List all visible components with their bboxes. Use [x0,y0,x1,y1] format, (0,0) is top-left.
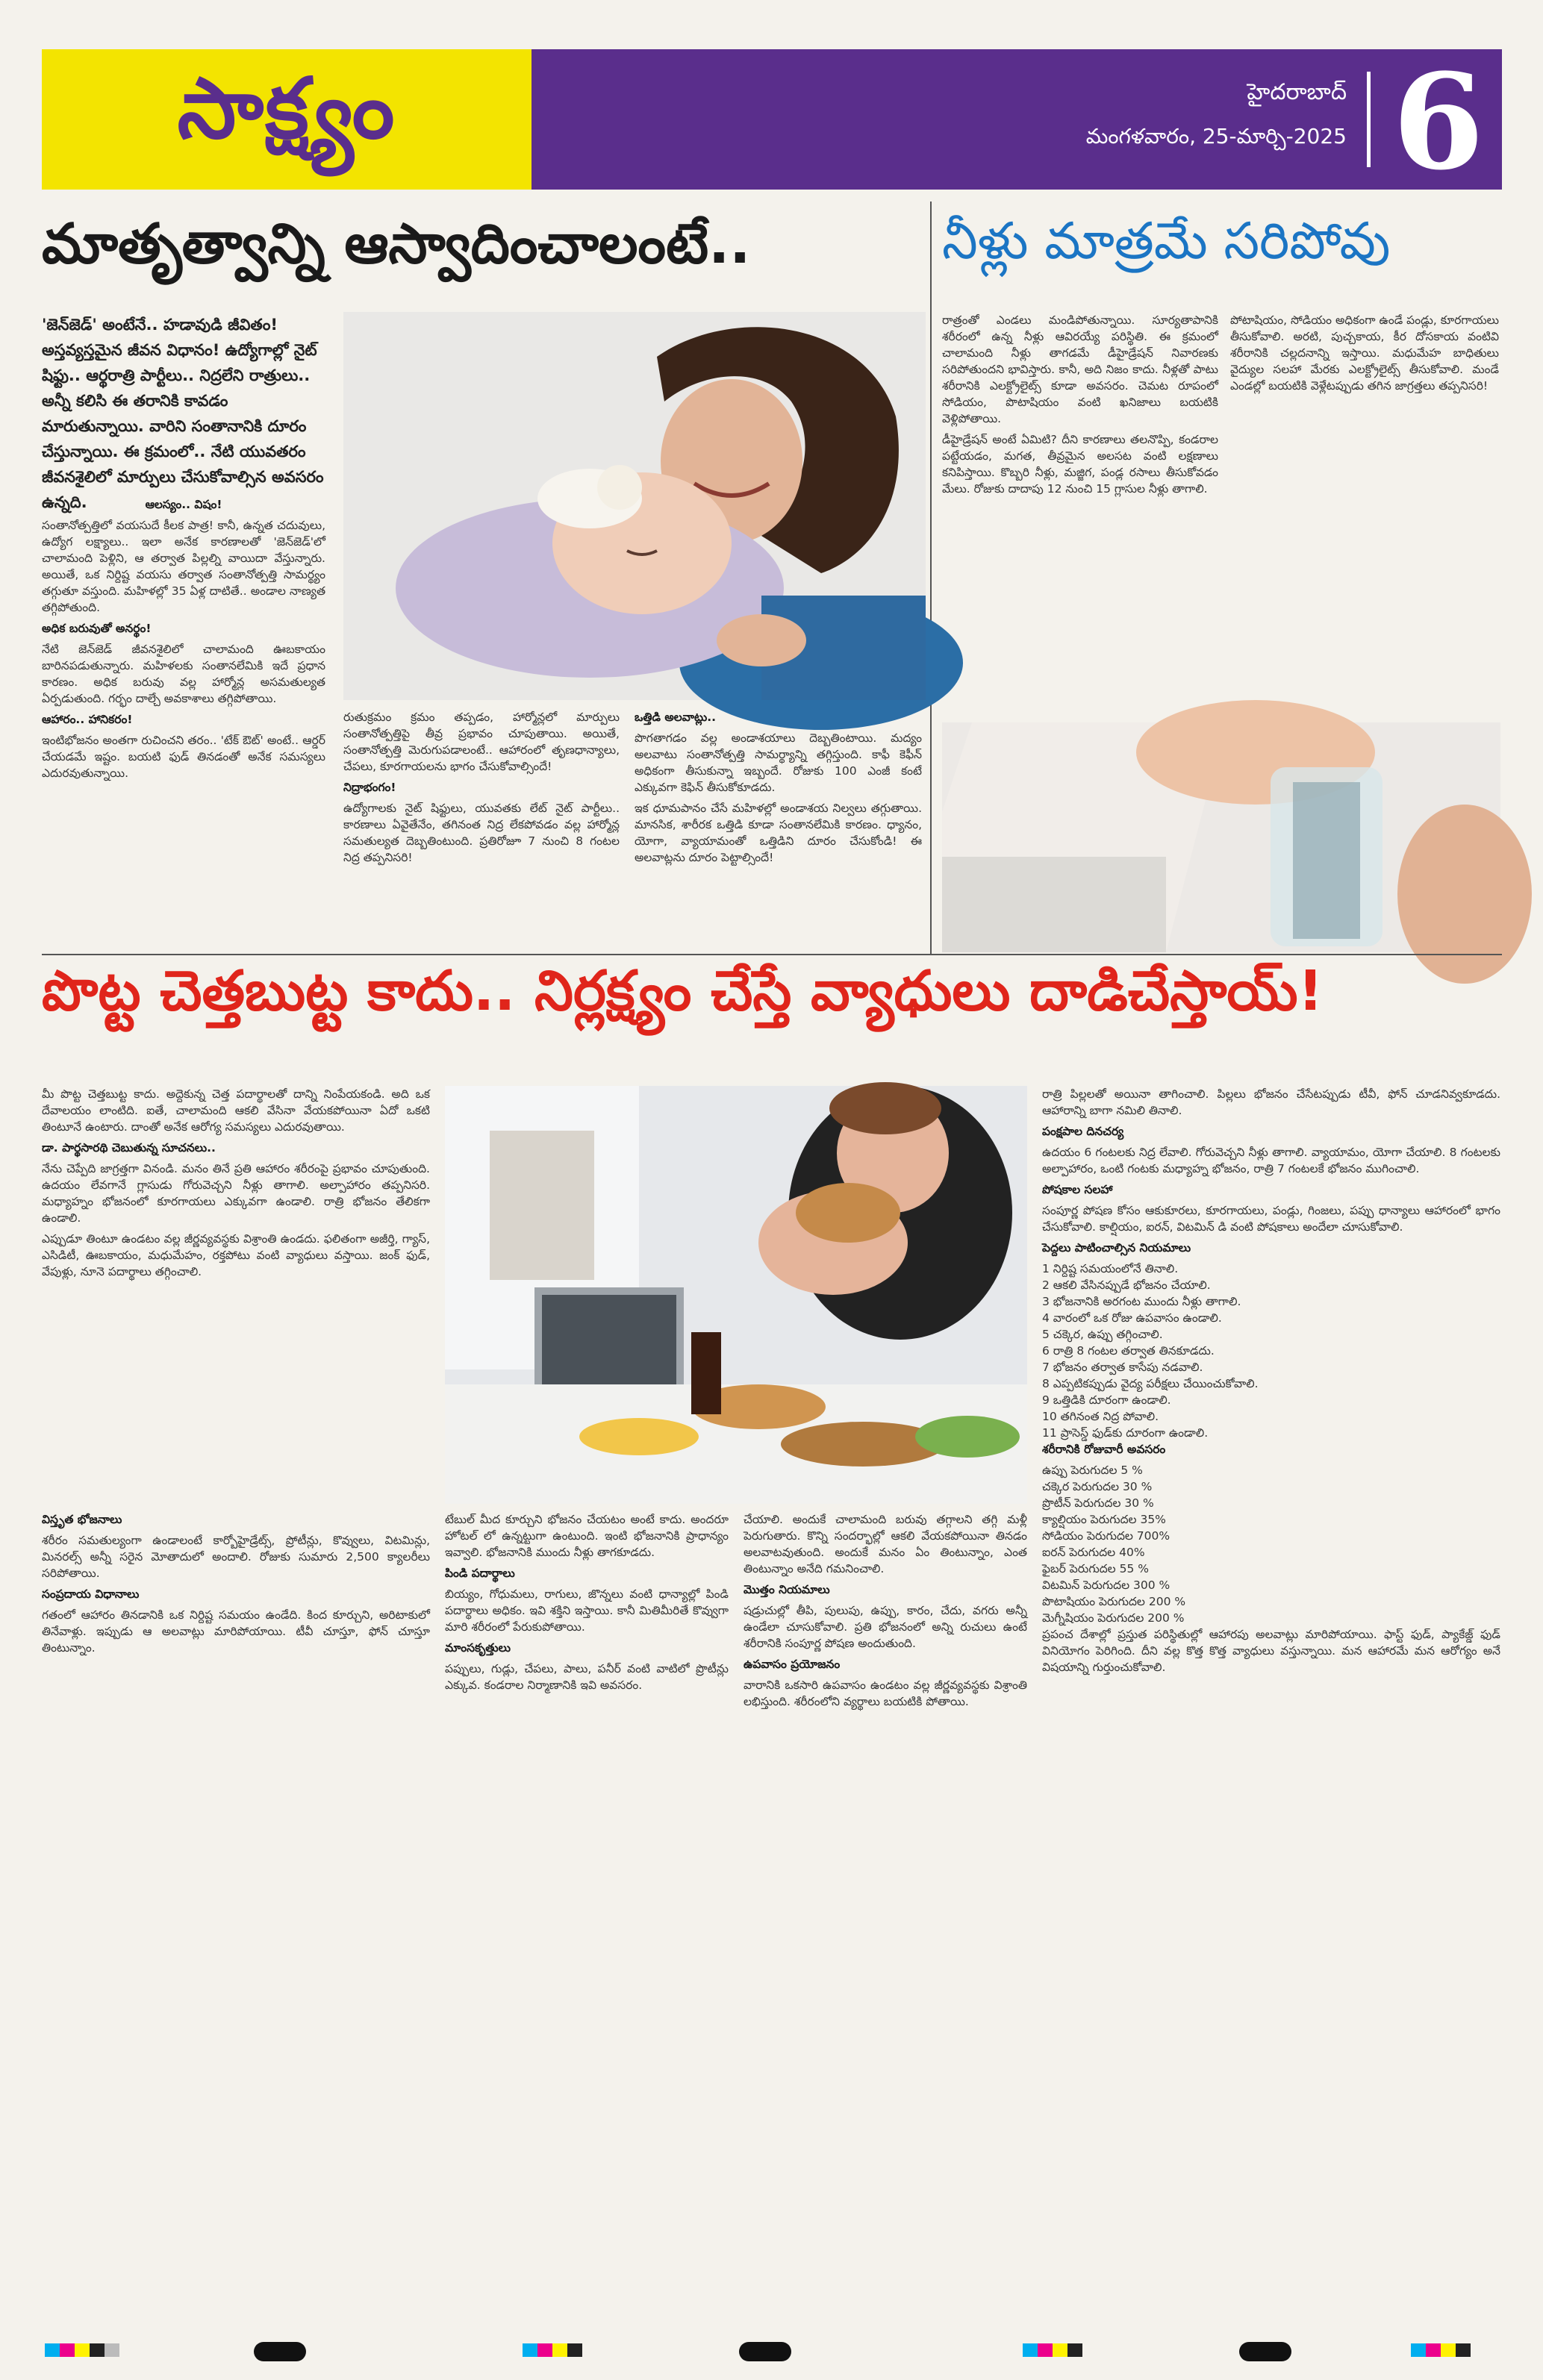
list-item: పొటాషియం పెరుగుదల 200 % [1042,1595,1186,1608]
article2-column2 [1230,312,1499,715]
list-item: 7 భోజనం తర్వాత కాసేపు నడవాలి. [1042,1361,1203,1374]
list-item: 6 రాత్రి 8 గంటల తర్వాత తినకూడదు. [1042,1344,1215,1358]
rules-list [1042,1261,1500,1441]
logo-block [42,49,532,190]
subhead: మాంసకృత్తులు [445,1641,511,1655]
list-item: 2 ఆకలి వేసినప్పుడే భోజనం చేయాలి. [1042,1278,1211,1292]
paragraph: సంపూర్ణ పోషణ కోసం ఆకుకూరలు, కూరగాయలు, పండ్లు, గింజలు, పప్పు ధాన్యాలు ఆహారంలో భాగం చేసుకోవాలి. కాల్షియం, ఐరన్, విటమిన్ డి వంటి పోషకాలు అందేలా చూసుకోవాలి. [1042,1204,1500,1234]
article1-column2 [343,709,620,952]
color-bars-right [1411,2343,1471,2357]
paragraph: బియ్యం, గోధుమలు, రాగులు, జొన్నలు వంటి ధాన్యాల్లో పిండి పదార్థాలు అధికం. ఇవి శక్తిని ఇస్తాయి. కానీ మితిమీరితే కొవ్వుగా మారి శరీరంలో పేరుకుపోతాయి. [445,1587,729,1634]
needs-list [1042,1462,1500,1626]
paragraph: మీ పొట్ట చెత్తబుట్ట కాదు. అద్దెకున్న చెత్త పదార్థాలతో దాన్ని నింపేయకండి. అది ఒక దేవాలయం లాంటిది. ఐతే, చాలామంది ఆకలి వేసినా వేయకపోయినా ఏదో ఒకటి తింటూనే ఉంటారు. దాంతో అనేక ఆరోగ్య సమస్యలు ఎదురవుతాయి. [42,1087,430,1134]
article1-headline: మాతృత్వాన్ని ఆస్వాదించాలంటే.. [42,212,751,276]
article3-column4 [1042,1086,1500,2317]
paragraph: వారానికి ఒకసారి ఉపవాసం ఉండటం వల్ల జీర్ణవ్యవస్థకు విశ్రాంతి లభిస్తుంది. శరీరంలోని వ్యర్థాలు బయటికి పోతాయి. [744,1678,1027,1708]
list-item: 3 భోజనానికి అరగంట ముందు నీళ్లు తాగాలి. [1042,1295,1241,1308]
registration-mark [254,2342,306,2361]
article1-column3 [635,709,922,952]
overeating-illustration [445,1086,1027,1504]
registration-mark [1239,2342,1291,2361]
newspaper-logo: సాక్ష్యం [177,60,396,157]
paragraph: పప్పులు, గుడ్లు, చేపలు, పాలు, పనీర్ వంటి వాటిలో ప్రొటీన్లు ఎక్కువ. కండరాల నిర్మాణానికి ఇవి అవసరం. [445,1662,729,1692]
article1-column1 [42,496,325,952]
paragraph: టేబుల్ మీద కూర్చుని భోజనం చేయటం అంటే కాదు. అందరూ హోటల్ లో ఉన్నట్టుగా ఉంటుంది. ఇంటి భోజనానికి ప్రాధాన్యం ఇవ్వాలి. భోజనానికి ముందు నీళ్లు తాగకూడదు. [445,1513,729,1559]
list-item: విటమిన్ పెరుగుదల 300 % [1042,1578,1171,1592]
list-item: చక్కెర పెరుగుదల 30 % [1042,1480,1153,1493]
paragraph: ప్రపంచ దేశాల్లో ప్రస్తుత పరిస్థితుల్లో ఆహారపు అలవాట్లు మారిపోయాయి. ఫాస్ట్ ఫుడ్, ప్యాకేజ్డ్ ఫుడ్ వినియోగం పెరిగింది. దీని వల్ల కొత్త కొత్త వ్యాధులు వస్తున్నాయి. మన ఆహారమే మన ఆరోగ్యం అనే విషయాన్ని గుర్తుంచుకోవాలి. [1042,1628,1500,1674]
color-bars-mid [523,2343,582,2357]
list-item: 4 వారంలో ఒక రోజు ఉపవాసం ఉండాలి. [1042,1311,1222,1325]
section-rule [42,954,1502,955]
list-item: సోడియం పెరుగుదల 700% [1042,1529,1171,1543]
article3-headline: పొట్ట చెత్తబుట్ట కాదు.. నిర్లక్ష్యం చేస్తే వ్యాధులు దాడిచేస్తాయ్! [42,959,1324,1023]
subhead: పోషకాల సలహా [1042,1183,1113,1196]
list-item: ప్రొటీన్ పెరుగుదల 30 % [1042,1496,1154,1510]
list-item: క్యాల్షియం పెరుగుదల 35% [1042,1513,1166,1526]
list-item: 5 చక్కెర, ఉప్పు తగ్గించాలి. [1042,1328,1163,1341]
article3-column1 [42,1086,430,1504]
paragraph: ఉదయం 6 గంటలకు నిద్ర లేవాలి. గోరువెచ్చని నీళ్లు తాగాలి. వ్యాయామం, యోగా చేయాలి. 8 గంటలకు అల్పాహారం, ఒంటి గంటకు మధ్యాహ్న భోజనం, రాత్రి 7 గంటలకే భోజనం ముగించాలి. [1042,1146,1500,1175]
page-divider [1367,72,1371,167]
article2-column1 [942,312,1218,715]
list-item: ఐరన్ పెరుగుదల 40% [1042,1546,1145,1559]
paragraph: రాత్రి పిల్లలతో అయినా తాగించాలి. పిల్లలు భోజనం చేసేటప్పుడు టీవీ, ఫోన్ చూడనివ్వకూడదు. ఆహారాన్ని బాగా నమిలి తినాలి. [1042,1087,1500,1117]
mother-baby-illustration [343,312,926,700]
list-item: ఫైబర్ పెరుగుదల 55 % [1042,1562,1149,1575]
list-item: 11 ప్రాసెస్డ్ ఫుడ్‌కు దూరంగా ఉండాలి. [1042,1426,1209,1440]
paragraph: నేను చెప్పేది జాగ్రత్తగా వినండి. మనం తినే ప్రతి ఆహారం శరీరంపై ప్రభావం చూపుతుంది. ఉదయం లేవగానే గ్లాసుడు గోరువెచ్చని నీళ్లు తాగాలి. అల్పాహారం తప్పనిసరి. మధ్యాహ్నం భోజనంలో కూరగాయలు ఎక్కువగా ఉండాలి. రాత్రి భోజనం తేలికగా ఉండాలి. [42,1162,430,1225]
subhead: శరీరానికి రోజువారీ అవసరం [1042,1443,1166,1456]
paragraph: చేయాలి. అందుకే చాలామంది బరువు తగ్గాలని తగ్గి మళ్లీ పెరుగుతారు. కొన్ని సందర్భాల్లో ఆకలి వేయకపోయినా తినడం అలవాటవుతుంది. అందుకే మనం ఏం తింటున్నాం, ఎంత తింటున్నాం అనేది గమనించాలి. [744,1513,1027,1575]
article3-column1b [42,1511,430,2317]
list-item: మెగ్నీషియం పెరుగుదల 200 % [1042,1611,1185,1625]
paragraph: పొగతాగడం వల్ల అండాశయాలు దెబ్బతింటాయి. మద్యం అలవాటు సంతానోత్పత్తి సామర్థ్యాన్ని తగ్గిస్తుంది. కాఫీ కెఫీన్ అధికంగా తీసుకున్నా ఇబ్బందే. రోజుకు 100 ఎంజీ కంటే ఎక్కువగా కెఫిన్ తీసుకోకూడదు. [635,731,922,794]
paragraph: శరీరం సమతుల్యంగా ఉండాలంటే కార్బోహైడ్రేట్స్, ప్రోటీన్లు, కొవ్వులు, విటమిన్లు, మినరల్స్ అన్నీ సరైన మోతాదులో అందాలి. రోజుకు సుమారు 2,500 క్యాలరీలు సరిపోతాయి. [42,1534,430,1580]
paragraph: ఇక ధూమపానం చేసే మహిళల్లో అండాశయ నిల్వలు తగ్గుతాయి. మానసిక, శారీరక ఒత్తిడి కూడా సంతానలేమికి కారణం. ధ్యానం, యోగా, వ్యాయామంతో ఒత్తిడిని దూరం చేసుకోండి! ఈ అలవాట్లను దూరం పెట్టాల్సిందే! [635,802,922,864]
list-item: 9 ఒత్తిడికి దూరంగా ఉండాలి. [1042,1393,1171,1407]
column-rule [930,202,932,954]
subhead: పిండి పదార్థాలు [445,1567,515,1580]
article3-column2 [445,1511,729,2317]
paragraph: రుతుక్రమం క్రమం తప్పడం, హార్మోన్లలో మార్పులు సంతానోత్పత్తిపై తీవ్ర ప్రభావం చూపుతాయి. అయితే, సంతానోత్పత్తి మెరుగుపడాలంటే.. ఆహారంలో తృణధాన్యాలు, చేపలు, కూరగాయలను భాగం చేసుకోవాల్సిందే! [343,710,620,773]
registration-mark [739,2342,791,2361]
city-name: హైదరాబాద్ [1247,79,1347,105]
subhead: విస్తృత భోజనాలు [42,1513,122,1526]
drinking-water-photo [942,722,1500,952]
list-item: ఉప్పు పెరుగుదల 5 % [1042,1464,1143,1477]
color-bars-mid2 [1023,2343,1082,2357]
subhead: ఆహారం.. హానికరం! [42,713,133,726]
paragraph: సంతానోత్పత్తిలో వయసుదే కీలక పాత్ర! కానీ, ఉన్నత చదువులు, ఉద్యోగ లక్ష్యాలు.. ఇలా అనేక కారణాలతో 'జెన్‌జెడ్'లో చాలామంది పెళ్లిని, ఆ తర్వాత పిల్లల్ని వాయిదా వేస్తున్నారు. అయితే, ఒక నిర్దిష్ట వయసు తర్వాత సంతానోత్పత్తి సామర్థ్యం తగ్గుతూ వస్తుంది. మహిళల్లో 35 ఏళ్ల దాటితే.. అండాల నాణ్యత తగ్గిపోతుంది. [42,519,325,614]
paragraph: ఎప్పుడూ తింటూ ఉండటం వల్ల జీర్ణవ్యవస్థకు విశ్రాంతి ఉండదు. ఫలితంగా అజీర్తి, గ్యాస్, ఎసిడిటీ, ఊబకాయం, మధుమేహం, రక్తపోటు వంటి వ్యాధులు వస్తాయి. జంక్ ఫుడ్, వేపుళ్లు, నూనె పదార్థాలు తగ్గించాలి. [42,1232,430,1278]
article2-headline: నీళ్లు మాత్రమే సరిపోవు [942,212,1391,271]
masthead-banner [532,45,1502,199]
subhead: ఆలస్యం.. విషం! [145,498,222,511]
paragraph: పోటాషియం, సోడియం అధికంగా ఉండే పండ్లు, కూరగాయలు తీసుకోవాలి. అరటి, పుచ్చకాయ, కీర దోసకాయ వంటివి శరీరానికి చల్లదనాన్ని ఇస్తాయి. మధుమేహ బాధితులు వైద్యుల సలహా మేరకు ఎలక్ట్రోలైట్స్ తీసుకోవాలి. మండే ఎండల్లో బయటికి వెళ్లేటప్పుడు తగిన జాగ్రత్తలు తప్పనిసరి! [1230,313,1499,393]
article3-column3 [744,1511,1027,2317]
overeating-photo [445,1086,1027,1504]
paragraph: ఇంటిభోజనం అంతగా రుచించని తరం.. 'టేక్ ఔట్' అంటే.. ఆర్డర్ చేయడమే ఇష్టం. బయటి ఫుడ్ తినడంతో అనేక సమస్యలు ఎదురవుతున్నాయి. [42,734,325,780]
subhead: ఉపవాసం ప్రయోజనం [744,1658,841,1671]
subhead: డా. పార్థసారథి చెబుతున్న సూచనలు.. [42,1141,216,1155]
paragraph: షడ్రుచుల్లో తీపి, పులుపు, ఉప్పు, కారం, చేదు, వగరు అన్నీ ఉండేలా చూసుకోవాలి. ప్రతి భోజనంలో అన్ని రుచులు ఉంటే శరీరానికి సంపూర్ణ పోషణ అందుతుంది. [744,1604,1027,1650]
article1-intro: 'జెన్‌జెడ్' అంటేనే.. హడావుడి జీవితం! అస్తవ్యస్తమైన జీవన విధానం! ఉద్యోగాల్లో నైట్ షిఫ్టు.. ఆర్థరాత్రి పార్టీలు.. నిద్రలేని రాత్రులు.. అన్నీ కలిసి ఈ తరానికి కావడం మారుతున్నాయి. వారిని సంతానానికి దూరం చేస్తున్నాయి. ఈ క్రమంలో.. నేటి యువతరం జీవనశైలిలో మార్పులు చేసుకోవాల్సిన అవసరం ఉన్నది. [42,316,324,511]
subhead: సంప్రదాయ విధానాలు [42,1587,140,1601]
paragraph: రాత్రంతో ఎండలు మండిపోతున్నాయి. సూర్యతాపానికి శరీరంలో ఉన్న నీళ్లు ఆవిరయ్యే పరిస్థితి. ఈ క్రమంలో చాలామంది నీళ్లు తాగడమే డీహైడ్రేషన్ నివారణకు సరిపోతుందని భావిస్తారు. కానీ, అది నిజం కాదు. నీళ్లతో పాటు శరీరానికి ఎలక్ట్రోలైట్స్ కూడా అవసరం. చెమట రూపంలో సోడియం, పొటాషియం వంటి ఖనిజాలు బయటికి వెళ్లిపోతాయి. [942,313,1218,425]
paragraph: నేటి జెన్‌జెడ్ జీవనశైలిలో చాలామంది ఊబకాయం బారినపడుతున్నారు. మహిళలకు సంతానలేమికి ఇదే ప్రధాన కారణం. అధిక బరువు వల్ల హార్మోన్ల అసమతుల్యత ఏర్పడుతుంది. గర్భం దాల్చే అవకాశాలు తగ్గిపోతాయి. [42,643,325,705]
page-number: 6 [1392,45,1484,199]
subhead: నిద్రాభంగం! [343,781,396,794]
paragraph: గతంలో ఆహారం తినడానికి ఒక నిర్దిష్ట సమయం ఉండేది. కింద కూర్చుని, అరిటాకులో తినేవాళ్లు. ఇప్పుడు ఆ అలవాట్లు మారిపోయాయి. టీవీ చూస్తూ, ఫోన్ చూస్తూ తింటున్నాం. [42,1608,430,1655]
drinking-water-illustration [942,722,1500,952]
subhead: అధిక బరువుతో అనర్థం! [42,622,152,635]
paragraph: డీహైడ్రేషన్ అంటే ఏమిటి? దీని కారణాలు తలనొప్పి, కండరాల పట్టేయడం, మగత, తీవ్రమైన అలసట వంటి లక్షణాలు కనిపిస్తాయి. కొబ్బరి నీళ్లు, మజ్జిగ, పండ్ల రసాలు తీసుకోవడం మేలు. రోజుకు దాదాపు 12 నుంచి 15 గ్లాసుల నీళ్లు తాగాలి. [942,433,1218,496]
list-item: 1 నిర్దిష్ట సమయంలోనే తినాలి. [1042,1262,1179,1275]
list-item: 8 ఎప్పటికప్పుడు వైద్య పరీక్షలు చేయించుకోవాలి. [1042,1377,1259,1390]
subhead: ఒత్తిడి అలవాట్లు.. [635,710,717,724]
subhead: మొత్తం నియమాలు [744,1583,830,1596]
mother-baby-photo [343,312,926,700]
masthead [42,45,1502,199]
subhead: పంక్షపాల దినచర్య [1042,1125,1124,1138]
subhead: పెద్దలు పాటించాల్సిన నియమాలు [1042,1241,1191,1255]
list-item: 10 తగినంత నిద్ర పోవాలి. [1042,1410,1159,1423]
color-bars-left [45,2343,119,2357]
issue-date: మంగళవారం, 25-మార్చి-2025 [1085,124,1347,149]
paragraph: ఉద్యోగాలకు నైట్ షిఫ్టులు, యువతకు లేట్ నైట్ పార్టీలు.. కారణాలు ఏవైతేనేం, తగినంత నిద్ర లేకపోవడం వల్ల హార్మోన్ల సమతుల్యత దెబ్బతింటుంది. ప్రతిరోజూ 7 నుంచి 8 గంటల నిద్ర తప్పనిసరి! [343,802,620,864]
